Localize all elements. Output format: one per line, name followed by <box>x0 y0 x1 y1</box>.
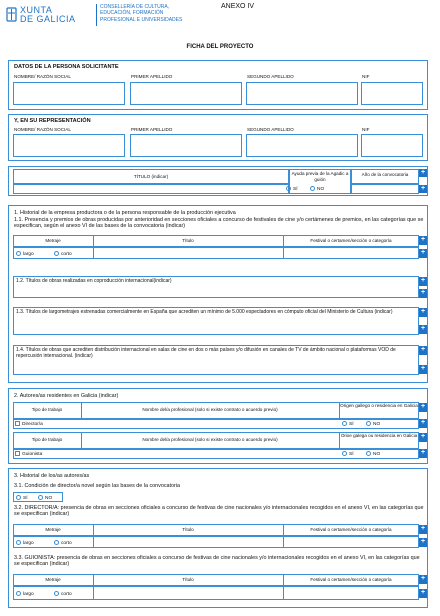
radio-icon <box>310 186 315 191</box>
representacion-section <box>8 114 428 161</box>
titulo-input[interactable] <box>13 184 289 194</box>
radio-icon <box>16 540 21 545</box>
s2-guionista-option[interactable] <box>15 451 42 458</box>
radio-icon <box>286 186 291 191</box>
representacion-nif-label: NIF <box>362 127 370 132</box>
s3-gui-remove-button[interactable] <box>419 589 427 598</box>
ano-label: Año de la convocatoria <box>361 172 409 177</box>
s3-dir-largo-option[interactable] <box>16 540 34 547</box>
representacion-apellido1-input[interactable] <box>130 134 242 157</box>
solicitante-nombre-label: NOMBRE/ RAZÓN SOCIAL <box>14 74 71 79</box>
s2-guionista-no-label: NO <box>373 451 381 457</box>
s3-novel-si-label: SÍ <box>23 495 28 501</box>
plus-icon: + <box>420 325 426 332</box>
department-line-1: CONSELLERÍA DE CULTURA, <box>100 4 170 10</box>
plus-icon: + <box>420 289 426 296</box>
s3-novel-no[interactable] <box>38 495 52 502</box>
s2-director-si-label: SÍ <box>349 421 354 427</box>
radio-icon <box>54 251 59 256</box>
s2-director-si[interactable] <box>342 421 354 428</box>
solicitante-nombre-input[interactable] <box>13 82 125 105</box>
ano-input[interactable] <box>351 184 419 194</box>
s1-col-metraje: Metraje <box>45 238 61 243</box>
titulo-add-row-button[interactable] <box>419 169 427 177</box>
s3-novel-si[interactable] <box>16 495 28 502</box>
s1-sub3-add-button[interactable] <box>419 308 427 317</box>
s1-add-row-button[interactable] <box>419 236 427 245</box>
plus-icon: + <box>420 589 426 596</box>
s1-sub3-remove-button[interactable] <box>419 325 427 334</box>
ayuda-label: Ayuda previa de la Agadic a guión <box>291 171 349 182</box>
s1-col-festival: Festival o certamen/sección o categoría <box>310 238 392 243</box>
radio-icon <box>54 540 59 545</box>
xunta-org1: XUNTA <box>20 5 53 15</box>
s3-dir-corto-label: corto <box>61 540 72 546</box>
s1-sub2-add-button[interactable] <box>419 277 427 286</box>
s1-corto-label: corto <box>61 251 72 257</box>
s3-gui-corto-label: corto <box>61 591 72 597</box>
s1-sub4-remove-button[interactable] <box>419 365 427 374</box>
plus-icon: + <box>420 185 426 192</box>
section-3 <box>8 468 428 608</box>
section-1 <box>8 205 428 383</box>
solicitante-heading: DATOS DE LA PERSONA SOLICITANTE <box>14 64 119 70</box>
s2-guionista-si[interactable] <box>342 451 354 458</box>
s3-dir-divider-2 <box>283 524 284 548</box>
plus-icon: + <box>420 308 426 315</box>
s1-sub4: 1.4. Títulos de obras que acrediten distribución internacional en salas de cine en dos o más países y/o difusión en canales de TV de ámbito nacional o plataformas VOD de repercusión internacional. (indicar) <box>16 347 396 359</box>
solicitante-apellido1-label: PRIMER APELLIDO <box>131 74 173 79</box>
s2-col-nombre-2: Nombre del/a profesional (solo si existe contrato o acuerdo previo) <box>142 437 278 442</box>
representacion-nombre-label: NOMBRE/ RAZÓN SOCIAL <box>14 127 71 132</box>
s3-gui-largo-label: largo <box>23 591 34 597</box>
representacion-nif-input[interactable] <box>361 134 423 157</box>
s1-remove-row-button[interactable] <box>419 249 427 258</box>
s3-dir-largo-label: largo <box>23 540 34 546</box>
s3-gui-col-titulo: Título <box>182 577 194 582</box>
s2-col-tipo-1: Tipo de trabajo <box>31 407 63 412</box>
checkbox-icon <box>15 421 20 426</box>
department-line-3: PROFESIONAL E UNIVERSIDADES <box>100 16 183 23</box>
plus-icon: + <box>420 403 426 410</box>
s3-gui-divider-2 <box>283 574 284 600</box>
representacion-heading: Y, EN SU REPRESENTACIÓN <box>14 118 91 124</box>
s3-gui-col-metraje: Metraje <box>45 577 61 582</box>
s1-corto-option[interactable] <box>54 251 72 258</box>
plus-icon: + <box>420 169 426 176</box>
radio-icon <box>366 451 371 456</box>
s3-gui-largo-option[interactable] <box>16 591 34 598</box>
s3-dir-divider-1 <box>93 524 94 548</box>
ayuda-si-label: SÍ <box>293 186 298 192</box>
s2-col-nombre-1: Nombre del/a profesional (solo si existe contrato o acuerdo previo) <box>142 407 278 412</box>
s3-sub1: 3.1. Condición de director/a novel según las bases de la convocatoria <box>14 483 181 489</box>
s2-director-option[interactable] <box>15 421 43 428</box>
representacion-nombre-input[interactable] <box>13 134 125 157</box>
department-line-2: EDUCACIÓN, FORMACIÓN <box>100 10 164 17</box>
titulo-label: TÍTULO (indicar) <box>133 174 169 179</box>
xunta-org2: DE GALICIA <box>20 14 76 24</box>
ayuda-si-option[interactable] <box>286 186 298 193</box>
s1-divider-2 <box>283 235 284 259</box>
s1-sub1: 1.1. Presencia y premios de obras producidas por anterioridad en secciones oficiales a concurso de festivales de cine y/o certámenes de premios, en las categorías que se especifican, según el anexo VI de las bases de la convocatoria (indicar) <box>14 217 424 230</box>
s3-sub2: 3.2. DIRECTOR/A: presencia de obras en secciones oficiales a concurso de festivas de cine nacionales y/o internacionales recogidos en el anexo VI, en las categorías que se especifican (indicar) <box>14 505 424 518</box>
page-title: FICHA DEL PROYECTO <box>186 44 254 50</box>
annex-label: ANEXO IV <box>221 3 255 10</box>
radio-icon <box>16 591 21 596</box>
s3-dir-remove-button[interactable] <box>419 538 427 547</box>
s3-dir-corto-option[interactable] <box>54 540 72 547</box>
radio-icon <box>54 591 59 596</box>
radio-icon <box>16 251 21 256</box>
checkbox-icon <box>15 451 20 456</box>
s2-heading: 2. Autores/as residentes en Galicia (indicar) <box>14 393 119 399</box>
plus-icon: + <box>420 346 426 353</box>
s2-guionista-remove-button[interactable] <box>419 449 427 458</box>
s1-sub3: 1.3. Títulos de largometrajes estrenadas comercialmente en España que acrediten un mínimo de 5.000 espectadores en cómputo oficial del Ministerio de Cultura (indicar) <box>16 309 393 315</box>
titulo-section <box>8 166 428 196</box>
s2-director-no-label: NO <box>373 421 381 427</box>
s1-largo-option[interactable] <box>16 251 34 258</box>
s3-gui-col-festival: Festival o certamen/sección o categoría <box>310 577 392 582</box>
s2-guionista-add-button[interactable] <box>419 433 427 442</box>
s3-dir-table-row <box>13 536 419 548</box>
s2-row-guionista <box>13 449 419 459</box>
s2-col-orixe: Orixe galega ou residencia en Galicia <box>340 433 418 438</box>
s3-gui-divider-1 <box>93 574 94 600</box>
solicitante-nif-input[interactable] <box>361 82 423 105</box>
xunta-logo <box>6 4 96 28</box>
solicitante-nif-label: NIF <box>362 74 370 79</box>
s1-sub4-add-button[interactable] <box>419 346 427 355</box>
solicitante-apellido1-input[interactable] <box>130 82 242 105</box>
s2-director-label: Director/a <box>22 421 43 427</box>
representacion-apellido2-input[interactable] <box>246 134 358 157</box>
xunta-emblem-icon <box>6 7 17 22</box>
solicitante-apellido2-input[interactable] <box>246 82 358 105</box>
s2-col-tipo-2: Tipo de trabajo <box>31 437 63 442</box>
plus-icon: + <box>420 236 426 243</box>
s2-col-origen: Origen gallego o residencia en Galicia <box>340 403 418 408</box>
s3-dir-col-festival: Festival o certamen/sección o categoría <box>310 527 392 532</box>
s2-director-no[interactable] <box>366 421 380 428</box>
s1-divider-1 <box>93 235 94 259</box>
representacion-apellido1-label: PRIMER APELLIDO <box>131 127 173 132</box>
representacion-apellido2-label: SEGUNDO APELLIDO <box>247 127 294 132</box>
s2-guionista-no[interactable] <box>366 451 380 458</box>
s3-dir-col-metraje: Metraje <box>45 527 61 532</box>
s3-dir-col-titulo: Título <box>182 527 194 532</box>
plus-icon: + <box>420 449 426 456</box>
s2-guionista-label: Guionista <box>22 451 43 457</box>
s1-col-titulo: Título <box>182 238 194 243</box>
ayuda-no-label: NO <box>317 186 325 192</box>
ayuda-no-option[interactable] <box>310 186 324 193</box>
s1-sub2-remove-button[interactable] <box>419 289 427 298</box>
s1-sub2: 1.2. Títulos de obras realizadas en coproducción internacional(indicar) <box>16 278 172 284</box>
s1-heading: 1. Historial de la empresa productora o de la persona responsable de la producción ejecutiva <box>14 210 236 216</box>
s3-gui-add-button[interactable] <box>419 575 427 584</box>
s3-gui-corto-option[interactable] <box>54 591 72 598</box>
department <box>100 4 182 23</box>
section-2 <box>8 388 428 464</box>
s2-row-director <box>13 419 419 429</box>
plus-icon: + <box>420 277 426 284</box>
solicitante-apellido2-label: SEGUNDO APELLIDO <box>247 74 294 79</box>
radio-icon <box>342 451 347 456</box>
plus-icon: + <box>420 525 426 532</box>
s2-guionista-si-label: SÍ <box>349 451 354 457</box>
s3-sub3: 3.3. GUIONISTA: presencia de obras en secciones oficiales a concurso de festivas de cine nacionales y/o internacionales recogidos en el anexo VI, en las categorías que se especifican (indicar) <box>14 555 420 568</box>
titulo-remove-row-button[interactable] <box>419 185 427 193</box>
s3-novel-no-label: NO <box>45 495 53 501</box>
radio-icon <box>16 495 21 500</box>
s2-director-remove-button[interactable] <box>419 419 427 428</box>
plus-icon: + <box>420 575 426 582</box>
s1-largo-label: largo <box>23 251 34 257</box>
radio-icon <box>366 421 371 426</box>
s1-table-row <box>13 247 419 259</box>
plus-icon: + <box>420 433 426 440</box>
plus-icon: + <box>420 538 426 545</box>
s3-heading: 3. Historial de los/as autores/as <box>14 473 90 479</box>
plus-icon: + <box>420 249 426 256</box>
plus-icon: + <box>420 419 426 426</box>
radio-icon <box>38 495 43 500</box>
s3-dir-add-button[interactable] <box>419 525 427 534</box>
radio-icon <box>342 421 347 426</box>
header-divider <box>96 4 97 26</box>
solicitante-section <box>8 60 428 110</box>
s2-director-add-button[interactable] <box>419 403 427 412</box>
plus-icon: + <box>420 365 426 372</box>
s3-gui-table-row <box>13 586 419 600</box>
